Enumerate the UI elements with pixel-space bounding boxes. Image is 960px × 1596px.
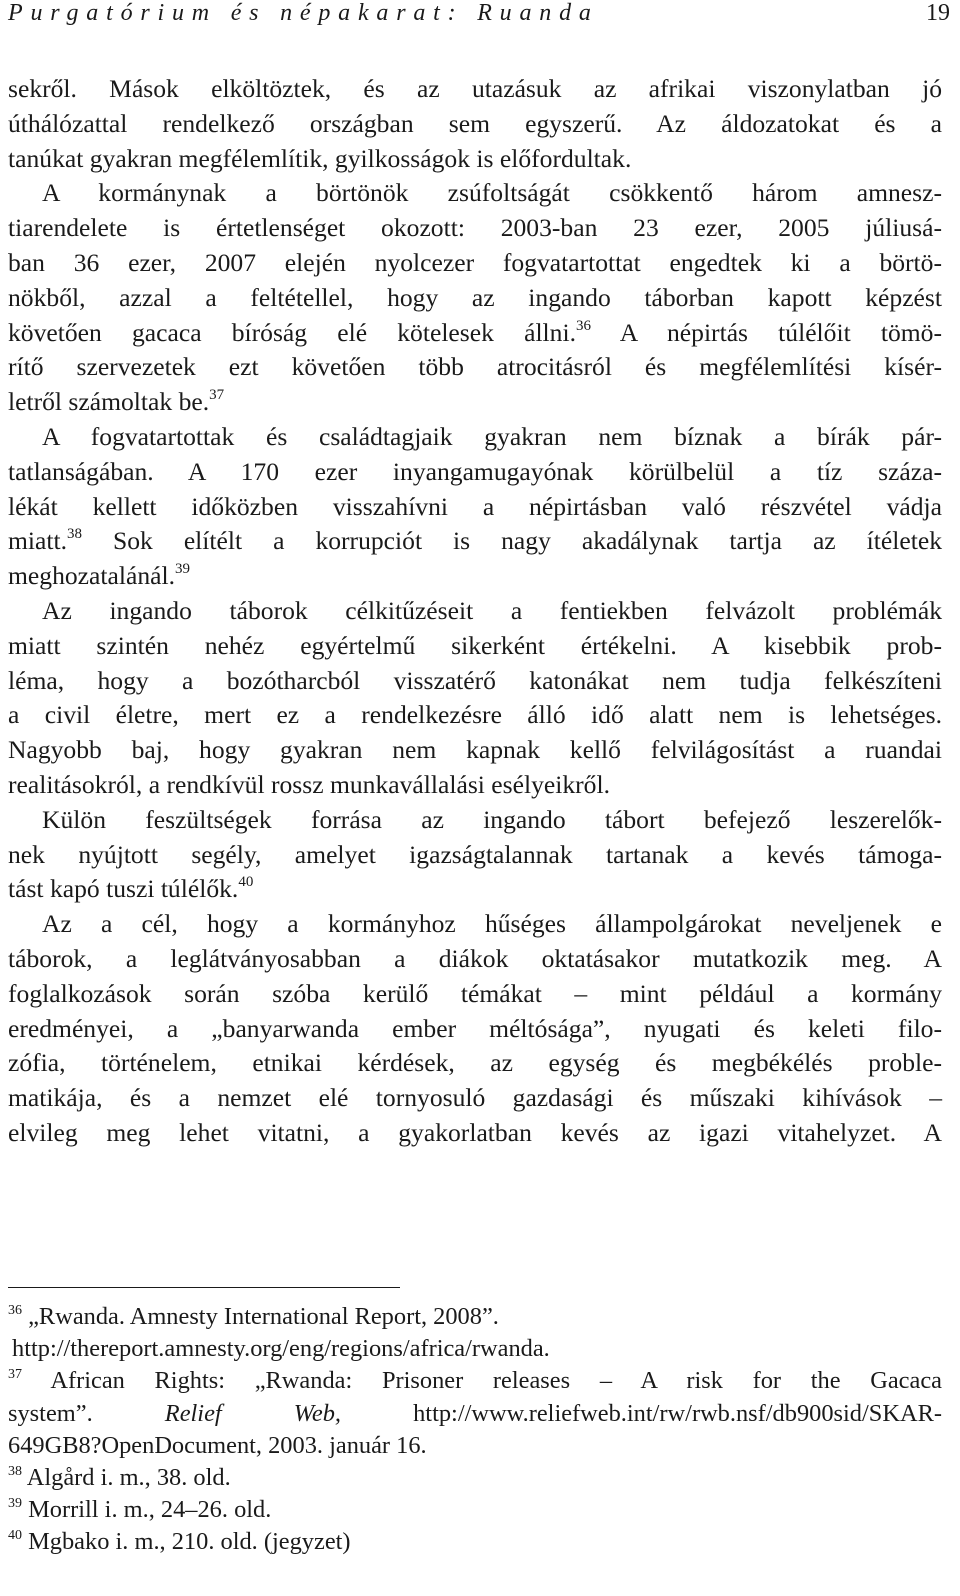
footnote-37: [8, 1365, 942, 1397]
footnote-36-link[interactable]: http://thereport.amnesty.org/eng/regions/africa/rwanda.: [12, 1335, 550, 1363]
source-title: Relief Web,: [164, 1399, 341, 1427]
footnote-text: Morrill i. m., 24–26. old.: [28, 1496, 272, 1524]
text-line: [8, 559, 942, 594]
text-line: realitásokról, a rendkívül rossz munkavállalási esélyeikről.: [8, 769, 610, 799]
text-segment: meghozatalánál.: [8, 561, 175, 591]
footnote-ref-36[interactable]: 36: [575, 317, 591, 334]
text-line: zófia, történelem, etnikai kérdések, az egység és megbékélés proble-: [8, 1048, 942, 1078]
text-segment: Sok elítélt a korrupciót is nagy akadálynak tartja az ítéletek: [113, 526, 942, 556]
text-line: [8, 524, 942, 559]
footnote-text: Mgbako i. m., 210. old. (jegyzet): [28, 1528, 351, 1556]
text-line: tiarendelete is értetlenséget okozott: 2003-ban 23 ezer, 2005 júliusá-: [8, 213, 942, 243]
footnote-number: 40: [8, 1528, 22, 1544]
footnote-ref-38[interactable]: 38: [67, 526, 82, 543]
footnote-text: African Rights: „Rwanda: Prisoner releases – A risk for the Gacaca: [50, 1367, 942, 1395]
running-title: Purgatórium és népakarat: Ruanda: [8, 0, 599, 26]
footnote-separator: [8, 1287, 400, 1288]
text-line: matikája, és a nemzet elé tornyosuló gazdasági és műszaki kihívások –: [8, 1083, 942, 1113]
footnote-ref-37[interactable]: 37: [209, 387, 225, 404]
paragraph-2: [8, 176, 942, 420]
text-line: a civil életre, mert ez a rendelkezésre álló idő alatt nem is lehetséges.: [8, 700, 942, 730]
footnote-39: [8, 1494, 942, 1526]
paragraph-5: [8, 803, 942, 907]
text-line: lékát kellett időközben visszahívni a népirtásban való részvétel vádja: [8, 491, 942, 521]
footnote-number: 38: [8, 1464, 22, 1480]
text-line: nek nyújtott segély, amelyet igazságtalannak tartanak a kevés támoga-: [8, 839, 942, 869]
text-line: tatlanságában. A 170 ezer inyangamugayónak körülbelül a tíz száza-: [8, 456, 942, 486]
footnote-37-line-3: 649GB8?OpenDocument, 2003. január 16.: [8, 1431, 427, 1459]
footnote-37-line-2: [8, 1398, 942, 1430]
paragraph-6: [8, 907, 942, 1151]
text-line: miatt szintén nehéz egyértelmű sikerként értékelni. A kisebbik prob-: [8, 630, 942, 660]
text-line: [8, 316, 942, 351]
footnote-text: Algård i. m., 38. old.: [26, 1464, 231, 1492]
text-line: eredményei, a „banyarwanda ember méltósága”, nyugati és keleti filo-: [8, 1013, 942, 1043]
text-line: foglalkozások során szóba kerülő témákat – mint például a kormány: [8, 978, 942, 1008]
page-number: 19: [926, 0, 950, 26]
text-line: [8, 872, 942, 907]
footnote-ref-39[interactable]: 39: [174, 561, 190, 578]
footnote-text: system”.: [8, 1399, 93, 1427]
text-line: táborok, a leglátványosabban a diákok oktatásakor mutatkozik meg. A: [8, 943, 942, 973]
footnote-40: [8, 1526, 942, 1558]
text-line: ban 36 ezer, 2007 elején nyolcezer fogvatartottat engedtek ki a börtö-: [8, 247, 942, 277]
text-segment: követően gacaca bíróság elé kötelesek állni.: [8, 317, 576, 347]
text-segment: miatt.: [8, 526, 67, 556]
text-segment: letről számoltak be.: [8, 387, 210, 417]
footnote-ref-40[interactable]: 40: [238, 874, 254, 891]
text-segment: tást kapó tuszi túlélők.: [8, 874, 239, 904]
text-line: Az ingando táborok célkitűzéseit a fentiekben felvázolt problémák: [42, 595, 942, 625]
text-line: rítő szervezetek ezt követően több atrocitásról és megfélemlítési kísér-: [8, 352, 942, 382]
footnote-text: „Rwanda. Amnesty International Report, 2008”.: [28, 1303, 499, 1330]
footnote-37-link[interactable]: http://www.reliefweb.int/rw/rwb.nsf/db900sid/SKAR-: [413, 1399, 942, 1427]
body-text: [8, 72, 942, 1151]
text-line: léma, hogy a bozótharcból visszatérő katonákat nem tudja felkészíteni: [8, 665, 942, 695]
text-line: Külön feszültségek forrása az ingando tábort befejező leszerelők-: [42, 804, 942, 834]
footnote-38: [8, 1462, 942, 1494]
text-line: úthálózattal rendelkező országban sem egyszerű. Az áldozatokat és a: [8, 108, 942, 138]
text-segment: A népirtás túlélőit tömö-: [619, 317, 942, 347]
footnote-36: [8, 1301, 942, 1333]
text-line: A kormánynak a börtönök zsúfoltságát csökkentő három amnesz-: [42, 178, 942, 208]
footnotes: [8, 1301, 942, 1559]
footnote-number: 36: [8, 1303, 22, 1318]
text-line: tanúkat gyakran megfélemlítik, gyilkosságok is előfordultak.: [8, 143, 632, 173]
text-line: sekről. Mások elköltöztek, és az utazásuk az afrikai viszonylatban jó: [8, 74, 942, 103]
footnote-number: 37: [8, 1367, 22, 1383]
text-line: A fogvatartottak és családtagjaik gyakran nem bíznak a bírák pár-: [42, 421, 942, 451]
paragraph-3: [8, 420, 942, 594]
paragraph-4: [8, 594, 942, 803]
text-line: elvileg meg lehet vitatni, a gyakorlatban kevés az igazi vitahelyzet. A: [8, 1117, 942, 1147]
text-line: Az a cél, hogy a kormányhoz hűséges állampolgárokat neveljenek e: [42, 909, 942, 939]
text-line: Nagyobb baj, hogy gyakran nem kapnak kellő felvilágosítást a ruandai: [8, 735, 942, 765]
footnote-number: 39: [8, 1496, 22, 1512]
text-line: nökből, azzal a feltétellel, hogy az ingando táborban kapott képzést: [8, 282, 942, 312]
paragraph-1: [8, 72, 942, 176]
page-header: [8, 0, 950, 30]
text-line: [8, 385, 942, 420]
